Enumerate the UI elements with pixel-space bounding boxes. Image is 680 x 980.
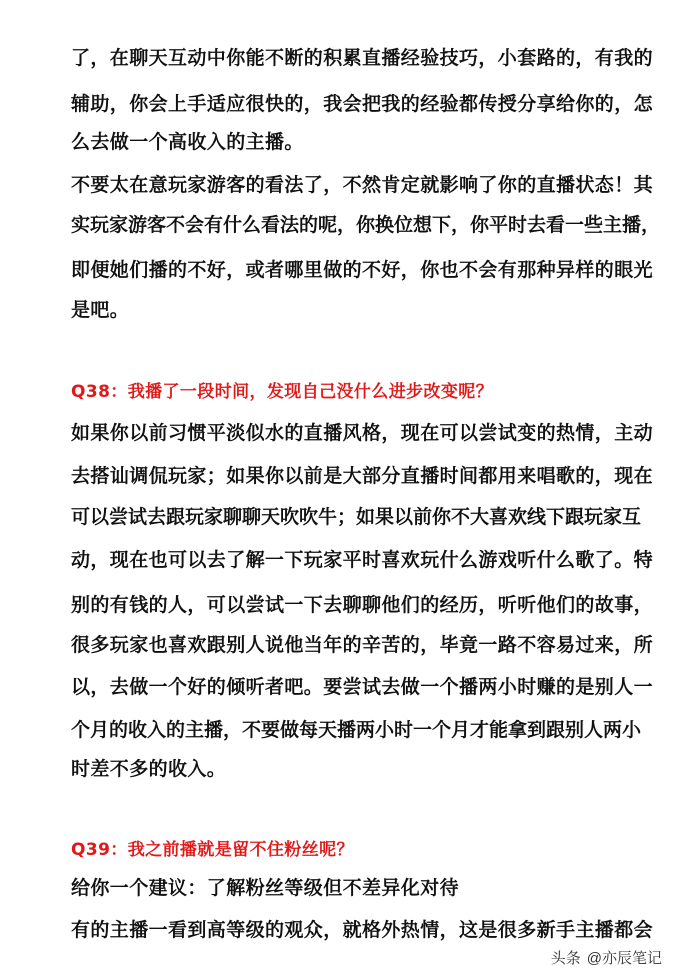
answer38-line-8: 个月的收入的主播，不要做每天播两小时一个月才能拿到跟别人两小 bbox=[71, 719, 642, 741]
answer38-line-5: 别的有钱的人，可以尝试一下去聊聊他们的经历，听听他们的故事， bbox=[71, 594, 654, 616]
watermark-author: @亦辰笔记 bbox=[586, 949, 662, 967]
paragraph2-line-2: 实玩家游客不会有什么看法的呢，你换位想下，你平时去看一些主播， bbox=[71, 214, 661, 236]
answer39-line-1: 给你一个建议：了解粉丝等级但不差异化对待 bbox=[71, 877, 460, 899]
paragraph2-line-1: 不要太在意玩家游客的看法了，不然肯定就影响了你的直播状态！其 bbox=[71, 174, 654, 196]
paragraph1-line-3: 么去做一个高收入的主播。 bbox=[71, 131, 304, 153]
paragraph1-line-1: 了，在聊天互动中你能不断的积累直播经验技巧，小套路的，有我的 bbox=[71, 47, 654, 69]
answer38-line-4: 动，现在也可以去了解一下玩家平时喜欢玩什么游戏听什么歌了。特 bbox=[71, 549, 654, 571]
paragraph2-line-3: 即便她们播的不好，或者哪里做的不好，你也不会有那种异样的眼光 bbox=[71, 259, 654, 281]
question-38-heading: Q38：我播了一段时间，发现自己没什么进步改变呢？ bbox=[71, 382, 494, 402]
paragraph1-line-2: 辅助，你会上手适应很快的，我会把我的经验都传授分享给你的，怎 bbox=[71, 93, 654, 115]
answer39-line-2: 有的主播一看到高等级的观众，就格外热情，这是很多新手主播都会 bbox=[71, 919, 654, 941]
answer38-line-7: 以，去做一个好的倾听者吧。要尝试去做一个播两小时赚的是别人一 bbox=[71, 676, 654, 698]
source-watermark bbox=[547, 944, 666, 970]
answer38-line-9: 时差不多的收入。 bbox=[71, 758, 227, 780]
answer38-line-2: 去搭讪调侃玩家；如果你以前是大部分直播时间都用来唱歌的，现在 bbox=[71, 465, 654, 487]
answer38-line-3: 可以尝试去跟玩家聊聊天吹吹牛；如果以前你不大喜欢线下跟玩家互 bbox=[71, 506, 642, 528]
watermark-source: 头条 bbox=[550, 949, 581, 967]
answer38-line-1: 如果你以前习惯平淡似水的直播风格，现在可以尝试变的热情，主动 bbox=[71, 422, 654, 444]
answer38-line-6: 很多玩家也喜欢跟别人说他当年的辛苦的，毕竟一路不容易过来，所 bbox=[71, 634, 654, 656]
paragraph2-line-4: 是吧。 bbox=[71, 299, 130, 321]
question-39-heading: Q39：我之前播就是留不住粉丝呢？ bbox=[71, 840, 354, 860]
